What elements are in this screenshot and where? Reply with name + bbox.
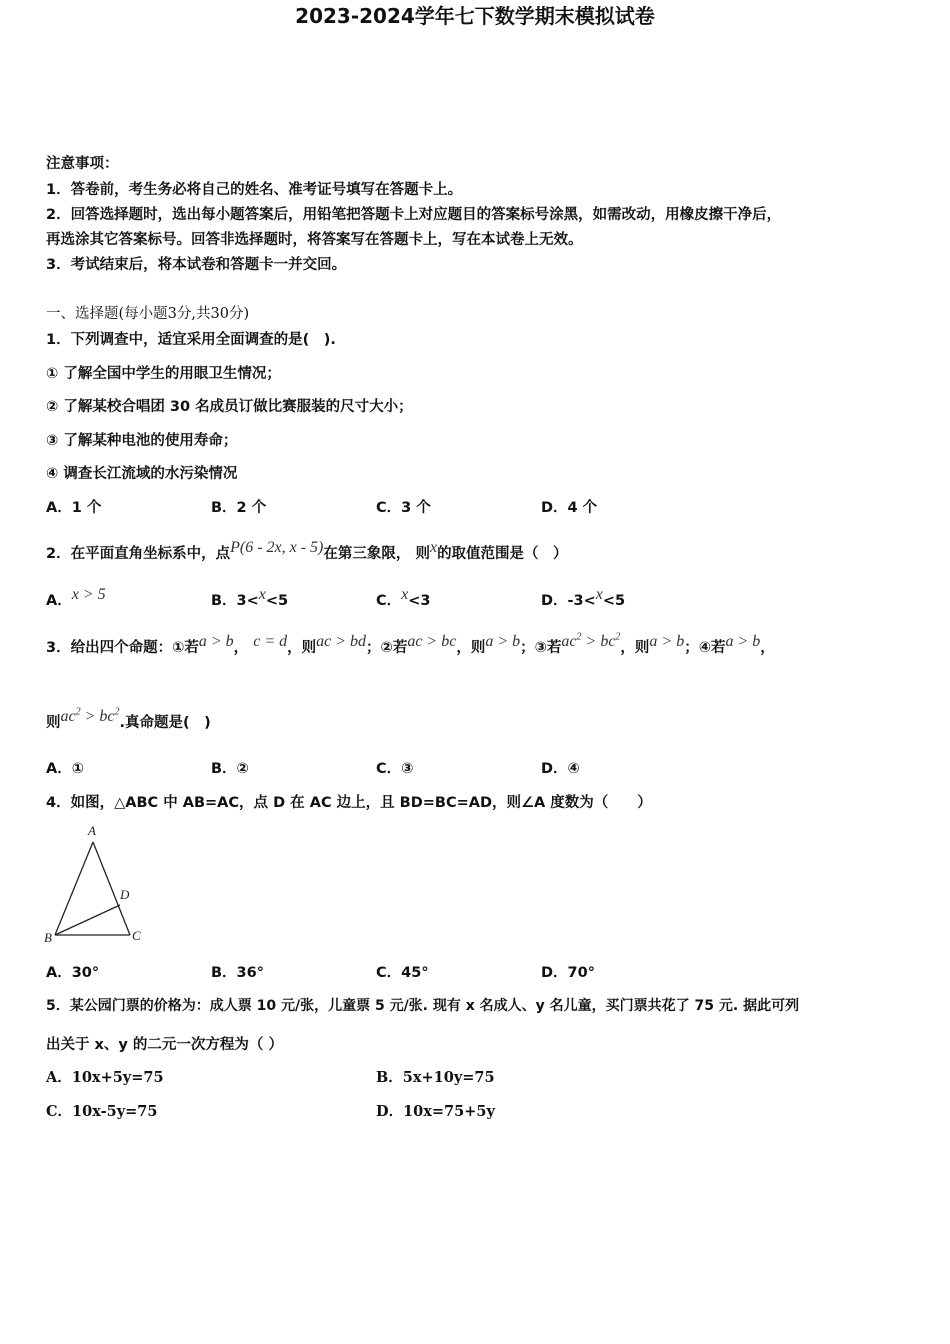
page-title: 2023-2024学年七下数学期末模拟试卷: [295, 4, 655, 28]
q3-option-a: A．①: [46, 761, 84, 777]
q1-item-4: ④ 调查长江流域的水污染情况: [46, 466, 238, 482]
notice-heading: 注意事项：: [46, 156, 119, 172]
q3-math: a > b: [485, 633, 521, 650]
q2-stem-part-1: 2．在平面直角坐标系中，点: [46, 546, 231, 562]
q5-option-a: A．10x+5y=75: [46, 1069, 164, 1086]
q2-option-c-tail: <3: [408, 593, 431, 609]
q3-math-part: > bc: [581, 633, 616, 650]
q1-item-2: ② 了解某校合唱团 30 名成员订做比赛服装的尺寸大小；: [46, 399, 413, 415]
q4-option-c: C．45°: [376, 965, 429, 981]
q2-stem: [46, 539, 568, 563]
q3-math-part: > bc: [80, 708, 115, 725]
q4-option-b: B．36°: [211, 965, 264, 981]
q3-stem-line-2: [46, 706, 211, 732]
q3-math-exponent: 2: [75, 706, 81, 718]
q2-option-d-label: D．-3<: [541, 593, 596, 609]
q1-stem: 1．下列调查中，适宜采用全面调查的是( ).: [46, 332, 336, 348]
q2-point-expression: P(6 - 2x, x - 5): [230, 539, 324, 556]
q3-text: ，则: [287, 640, 317, 656]
q3-text: ，则: [620, 640, 650, 656]
q3-stem-line-1: [46, 631, 775, 657]
q1-item-3: ③ 了解某种电池的使用寿命；: [46, 433, 238, 449]
q3-math: a > b: [198, 633, 234, 650]
q5-stem-line-1: 5．某公园门票的价格为：成人票 10 元/张，儿童票 5 元/张. 现有 x 名成人、y 名儿童，买门票共花了 75 元. 据此可列: [46, 998, 800, 1014]
q3-text: ，: [760, 640, 775, 656]
q3-math: [561, 633, 620, 650]
q5-option-b: B．5x+10y=75: [376, 1069, 495, 1086]
q2-stem-part-3: 的取值范围是（ ）: [437, 546, 568, 562]
q4-stem: 4．如图，△ABC 中 AB=AC，点 D 在 AC 边上，且 BD=BC=AD，则∠A 度数为（ ）: [46, 795, 652, 811]
q2-stem-part-2: 在第三象限， 则: [323, 546, 430, 562]
q1-option-a: A．1 个: [46, 500, 102, 516]
q3-math-exponent: 2: [615, 631, 621, 643]
q5-stem-line-2: 出关于 x、y 的二元一次方程为（ ）: [46, 1037, 283, 1053]
q3-math: [61, 708, 120, 725]
q4-option-d: D．70°: [541, 965, 595, 981]
q3-text: ；④若: [684, 640, 726, 656]
q2-option-d: [541, 586, 626, 610]
q3-math-part: ac: [561, 633, 577, 650]
vertex-label-c: C: [132, 928, 141, 943]
vertex-label-d: D: [120, 887, 130, 902]
q2-option-c-label: C．: [376, 593, 402, 609]
q1-option-c: C．3 个: [376, 500, 431, 516]
q2-option-a-math: x > 5: [71, 586, 106, 603]
q1-option-b: B．2 个: [211, 500, 267, 516]
q3-text: 则: [46, 715, 61, 731]
notice-item-3: 3．考试结束后，将本试卷和答题卡一并交回。: [46, 257, 347, 273]
q3-math-exponent: 2: [576, 631, 582, 643]
q2-option-a-label: A．: [46, 593, 72, 609]
q3-math: a > b: [649, 633, 685, 650]
q2-option-b: [211, 586, 289, 610]
q3-text: ；③若: [520, 640, 562, 656]
q3-text: .真命题是( ): [119, 715, 211, 731]
q3-math-part: ac: [60, 708, 76, 725]
notice-item-2-cont: 再选涂其它答案标号。回答非选择题时，将答案写在答题卡上，写在本试卷上无效。: [46, 232, 583, 248]
q2-option-b-tail: <5: [265, 593, 289, 609]
q3-math: c = d: [253, 633, 288, 650]
q3-text: 3．给出四个命题：①若: [46, 640, 199, 656]
q3-option-b: B．②: [211, 761, 249, 777]
q2-option-b-math: x: [258, 586, 266, 603]
q2-option-d-tail: <5: [602, 593, 626, 609]
side-ab: [55, 842, 93, 935]
q4-option-a: A．30°: [46, 965, 100, 981]
q3-math-exponent: 2: [114, 706, 120, 718]
q3-math: ac > bd: [316, 633, 367, 650]
q3-text: ；②若: [366, 640, 408, 656]
q2-option-a: [46, 586, 106, 610]
q1-option-d: D．4 个: [541, 500, 598, 516]
notice-item-1: 1．答卷前，考生务必将自己的姓名、准考证号填写在答题卡上。: [46, 182, 463, 198]
q2-option-c: [376, 586, 431, 610]
q5-option-d: D．10x=75+5y: [376, 1103, 495, 1120]
q3-math: ac > bc: [407, 633, 457, 650]
q3-text: ，: [233, 640, 249, 656]
q3-option-c: C．③: [376, 761, 414, 777]
q3-text: ，则: [456, 640, 486, 656]
q2-option-d-math: x: [595, 586, 603, 603]
q3-option-d: D．④: [541, 761, 580, 777]
vertex-label-b: B: [44, 930, 52, 945]
vertex-label-a: A: [88, 823, 96, 838]
q2-variable: x: [429, 539, 438, 556]
q3-math: a > b: [725, 633, 761, 650]
q2-option-c-math: x: [401, 586, 409, 603]
section-heading: 一、选择题(每小题3分,共30分): [46, 306, 250, 322]
q1-item-1: ① 了解全国中学生的用眼卫生情况；: [46, 366, 281, 382]
q4-triangle-figure: [40, 822, 150, 946]
q2-option-b-label: B．3<: [211, 593, 259, 609]
q5-option-c: C．10x-5y=75: [46, 1103, 158, 1120]
notice-item-2: 2．回答选择题时，选出每小题答案后，用铅笔把答题卡上对应题目的答案标号涂黑，如需改动，用橡皮擦干净后，: [46, 207, 782, 223]
